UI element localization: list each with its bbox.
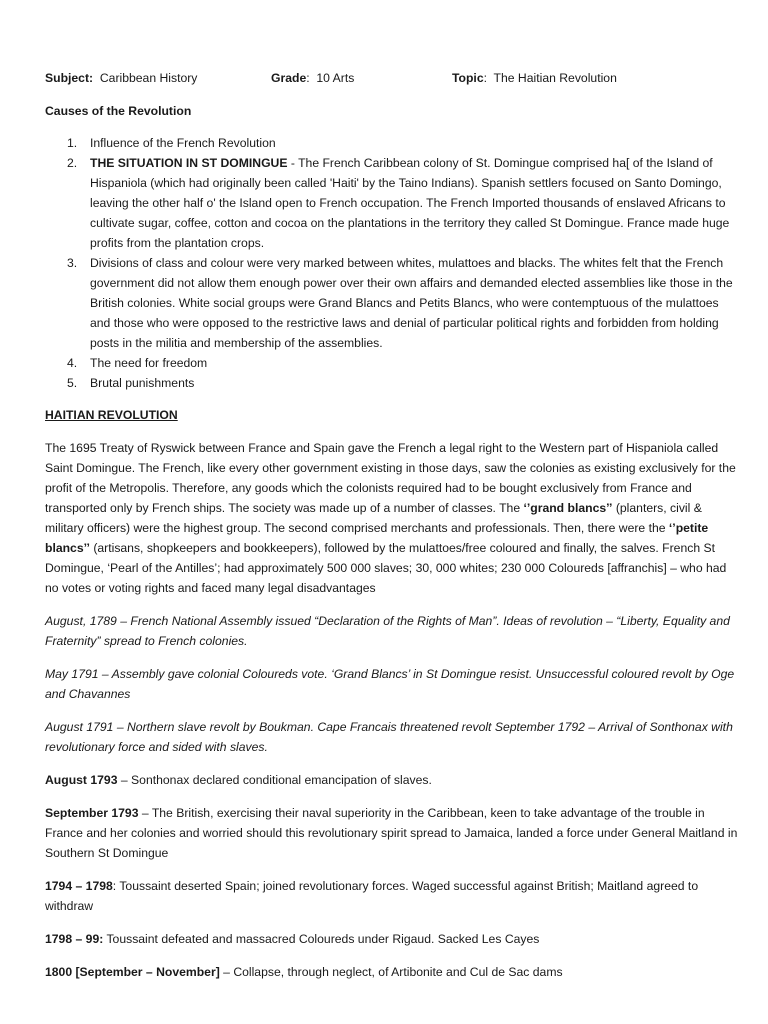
timeline-entry [45,962,742,982]
intro-bold-petite-blancs: ‘’petite blancs’’ [45,521,709,555]
timeline-entry [45,770,742,790]
timeline-entry-italic: August, 1789 – French National Assembly issued “Declaration of the Rights of Man”. Ideas of revolution – “Liberty, Equality and Fraternity” spread to French colonies. [45,614,730,648]
list-item-bold: THE SITUATION IN ST DOMINGUE [90,156,288,170]
list-item [45,153,742,253]
intro-text-2: (planters, civil & military officers) were the highest group. The second comprised merchants and professionals. Then, there were the [45,501,702,535]
topic-label: Topic [452,71,484,85]
subject-field [45,68,197,88]
timeline-entry-italic: May 1791 – Assembly gave colonial Coloureds vote. ‘Grand Blancs’ in St Domingue resist. Unsuccessful coloured revolt by Oge and Chavannes [45,667,735,701]
topic-field: Topic: The Haitian Revolution [452,71,617,85]
subject-label: Subject: [45,71,94,85]
list-item-text: - The French Caribbean colony of St. Domingue comprised ha[ of the Island of Hispaniola (which had originally been called 'Haiti' by the Taino Indians). Spanish settlers focused on Santo Domingo, leaving the other half o' the Island open to French occupation. The French Imported thousands of enslaved Africans to cultivate sugar, coffee, cotton and cocoa on the plantations in the territory they called St Domingue. France made huge profits from the plantation crops. [90,156,730,250]
topic-value: The Haitian Revolution [493,71,617,85]
timeline-text: – Collapse, through neglect, of Artibonite and Cul de Sac dams [219,965,563,979]
timeline-date: September 1793 [45,806,139,820]
list-number: 3. [67,256,78,270]
grade-value: 10 Arts [316,71,355,85]
intro-text-1: The 1695 Treaty of Ryswick between France and Spain gave the French a legal right to the Western part of Hispaniola called Saint Domingue. The French, like every other government existing in those days, saw the colonies as existing exclusively for the profit of the Metropolis. Therefore, any goods which the colonists required had to be bought exclusively from France and transported only by French ships. The society was made up of a number of classes. The [45,441,736,515]
timeline-date: 1798 – 99: [45,932,104,946]
intro-bold-grand-blancs: ‘’grand blancs’’ [523,501,613,515]
grade-label: Grade [271,71,307,85]
list-item-text: Brutal punishments [90,376,195,390]
list-item-text: The need for freedom [90,356,208,370]
timeline-entry [45,876,742,916]
list-item-text: Influence of the French Revolution [90,136,276,150]
intro-text-3: (artisans, shopkeepers and bookkeepers), followed by the mulattoes/free coloured and finally, the salves. French St Domingue, ‘Pearl of the Antilles’; had approximately 500 000 slaves; 30, 000 whites; 230 000 Coloureds [affranchis] – who had no votes or voting rights and faced many legal disadvantages [45,541,727,595]
list-number: 5. [67,376,78,390]
causes-heading: Causes of the Revolution [45,104,192,118]
timeline-text: Toussaint defeated and massacred Coloureds under Rigaud. Sacked Les Cayes [103,932,540,946]
causes-list [45,133,742,393]
revolution-intro [45,438,742,598]
timeline-text: – The British, exercising their naval superiority in the Caribbean, keen to take advantage of the trouble in France and her colonies and worried should this revolutionary spirit spread to Jamaica, landed a force under General Maitland in Southern St Domingue [45,806,738,860]
list-number: 4. [67,356,78,370]
list-item [45,133,742,153]
timeline-date: 1800 [September – November] [45,965,220,979]
timeline-entry [45,803,742,863]
revolution-heading: HAITIAN REVOLUTION [45,408,178,422]
timeline-text: – Sonthonax declared conditional emancipation of slaves. [117,773,432,787]
list-number: 1. [67,136,78,150]
timeline-entry [45,929,742,949]
document-header [45,68,742,88]
subject-value: Caribbean History [99,71,198,85]
timeline-entry-italic: August 1791 – Northern slave revolt by Boukman. Cape Francais threatened revolt September 1792 – Arrival of Sonthonax with revolutionary force and sided with slaves. [45,720,733,754]
grade-field: Grade: 10 Arts [271,71,355,85]
timeline-text: : Toussaint deserted Spain; joined revolutionary forces. Waged successful against British; Maitland agreed to withdraw [45,879,699,913]
list-item-text: Divisions of class and colour were very marked between whites, mulattoes and blacks. The whites felt that the French government did not allow them enough power over their own affairs and demanded elected assemblies like those in the British colonies. White social groups were Grand Blancs and Petits Blancs, who were contemptuous of the mulattoes and those who were opposed to the restrictive laws and denial of particular political rights and forbidden from holding posts in the militia and membership of the assemblies. [90,256,733,350]
timeline-date: August 1793 [45,773,118,787]
list-number: 2. [67,156,78,170]
list-item [45,253,742,353]
timeline-date: 1794 – 1798 [45,879,113,893]
list-item [45,353,742,373]
list-item [45,373,742,393]
